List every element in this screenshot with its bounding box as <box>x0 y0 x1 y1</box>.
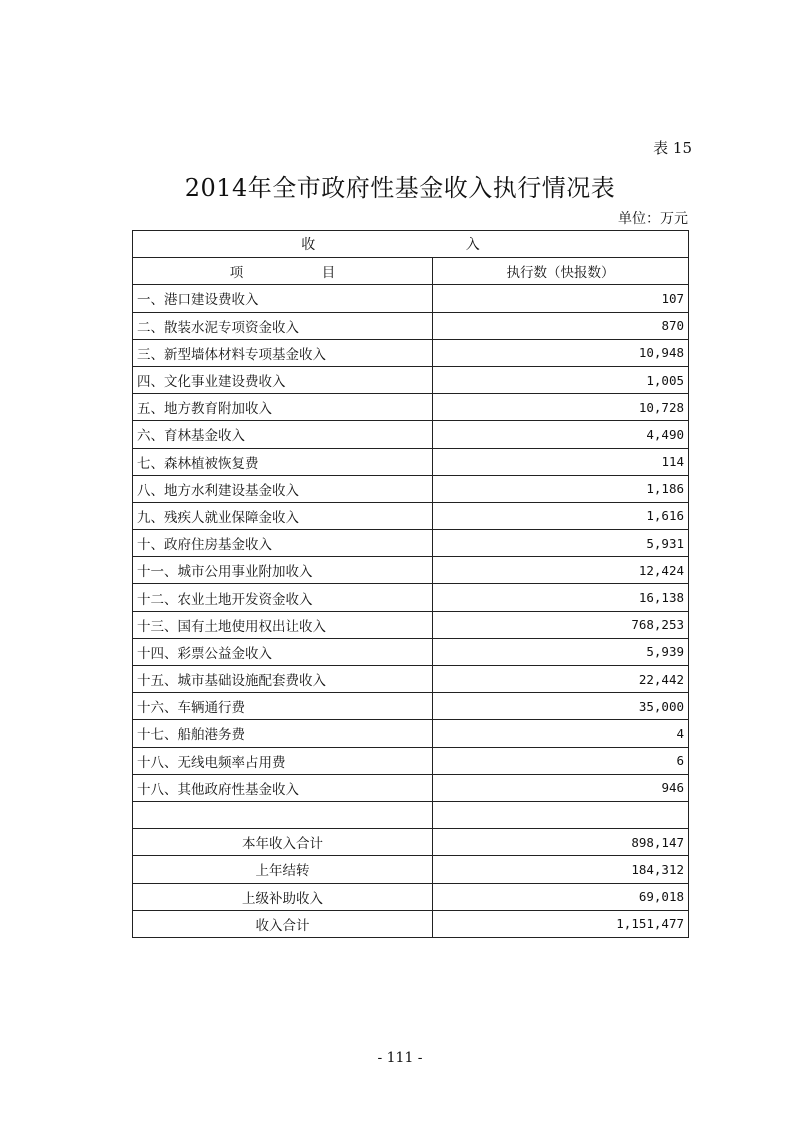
column-header-value: 执行数（快报数） <box>433 258 689 285</box>
total-row <box>133 910 689 937</box>
column-header-item-b: 目 <box>321 265 336 282</box>
row-item-value: 768,253 <box>433 611 689 638</box>
table-row <box>133 394 689 421</box>
blank-row <box>133 801 689 828</box>
table-row <box>133 693 689 720</box>
total-label: 本年收入合计 <box>133 829 433 856</box>
total-value: 69,018 <box>433 883 689 910</box>
table-row <box>133 530 689 557</box>
column-header-item-a: 项 <box>229 265 244 282</box>
row-item-value: 10,728 <box>433 394 689 421</box>
row-item-label: 十八、其他政府性基金收入 <box>133 774 433 801</box>
table-row <box>133 475 689 502</box>
total-label: 上级补助收入 <box>133 883 433 910</box>
revenue-table <box>132 230 689 938</box>
row-item-label: 八、地方水利建设基金收入 <box>133 475 433 502</box>
row-item-label: 十六、车辆通行费 <box>133 693 433 720</box>
table-row <box>133 638 689 665</box>
total-value: 184,312 <box>433 856 689 883</box>
table-header-row <box>133 231 689 258</box>
unit-label: 单位：万元 <box>618 211 688 227</box>
total-row <box>133 829 689 856</box>
table-row <box>133 720 689 747</box>
table-row <box>133 774 689 801</box>
row-item-label: 七、森林植被恢复费 <box>133 448 433 475</box>
total-value: 898,147 <box>433 829 689 856</box>
page-number: - 111 - <box>377 1050 423 1066</box>
row-item-value: 35,000 <box>433 693 689 720</box>
total-row <box>133 856 689 883</box>
table-row <box>133 339 689 366</box>
row-item-value: 10,948 <box>433 339 689 366</box>
table-row <box>133 366 689 393</box>
row-item-value: 1,005 <box>433 366 689 393</box>
page-title: 2014年全市政府性基金收入执行情况表 <box>184 174 616 202</box>
row-item-value: 114 <box>433 448 689 475</box>
row-item-value: 4,490 <box>433 421 689 448</box>
row-item-label: 一、港口建设费收入 <box>133 285 433 312</box>
row-item-value: 1,186 <box>433 475 689 502</box>
header-revenue-right: 入 <box>465 237 480 254</box>
row-item-label: 十、政府住房基金收入 <box>133 530 433 557</box>
row-item-value: 6 <box>433 747 689 774</box>
row-item-label: 十八、无线电频率占用费 <box>133 747 433 774</box>
row-item-label: 三、新型墙体材料专项基金收入 <box>133 339 433 366</box>
header-revenue-cell <box>133 231 689 258</box>
total-row <box>133 883 689 910</box>
row-item-value: 870 <box>433 312 689 339</box>
row-item-value: 22,442 <box>433 666 689 693</box>
row-item-value: 107 <box>433 285 689 312</box>
row-item-label: 十一、城市公用事业附加收入 <box>133 557 433 584</box>
total-label: 上年结转 <box>133 856 433 883</box>
row-item-label: 十七、船舶港务费 <box>133 720 433 747</box>
total-label: 收入合计 <box>133 910 433 937</box>
column-header-row <box>133 258 689 285</box>
table-number-label: 表 15 <box>653 139 692 157</box>
table-row <box>133 285 689 312</box>
table-row <box>133 611 689 638</box>
blank-cell <box>133 801 433 828</box>
row-item-value: 1,616 <box>433 502 689 529</box>
row-item-value: 5,931 <box>433 530 689 557</box>
row-item-label: 十二、农业土地开发资金收入 <box>133 584 433 611</box>
column-header-item <box>133 258 433 285</box>
table-row <box>133 584 689 611</box>
row-item-value: 5,939 <box>433 638 689 665</box>
row-item-label: 六、育林基金收入 <box>133 421 433 448</box>
row-item-value: 16,138 <box>433 584 689 611</box>
row-item-label: 十三、国有土地使用权出让收入 <box>133 611 433 638</box>
table-row <box>133 557 689 584</box>
row-item-label: 十四、彩票公益金收入 <box>133 638 433 665</box>
table-row <box>133 448 689 475</box>
table-row <box>133 421 689 448</box>
row-item-label: 四、文化事业建设费收入 <box>133 366 433 393</box>
row-item-label: 五、地方教育附加收入 <box>133 394 433 421</box>
table-row <box>133 502 689 529</box>
row-item-value: 946 <box>433 774 689 801</box>
row-item-label: 十五、城市基础设施配套费收入 <box>133 666 433 693</box>
row-item-label: 二、散装水泥专项资金收入 <box>133 312 433 339</box>
table-row <box>133 666 689 693</box>
row-item-label: 九、残疾人就业保障金收入 <box>133 502 433 529</box>
blank-cell <box>433 801 689 828</box>
table-row <box>133 312 689 339</box>
table-row <box>133 747 689 774</box>
total-value: 1,151,477 <box>433 910 689 937</box>
header-revenue-left: 收 <box>301 237 316 254</box>
row-item-value: 4 <box>433 720 689 747</box>
row-item-value: 12,424 <box>433 557 689 584</box>
